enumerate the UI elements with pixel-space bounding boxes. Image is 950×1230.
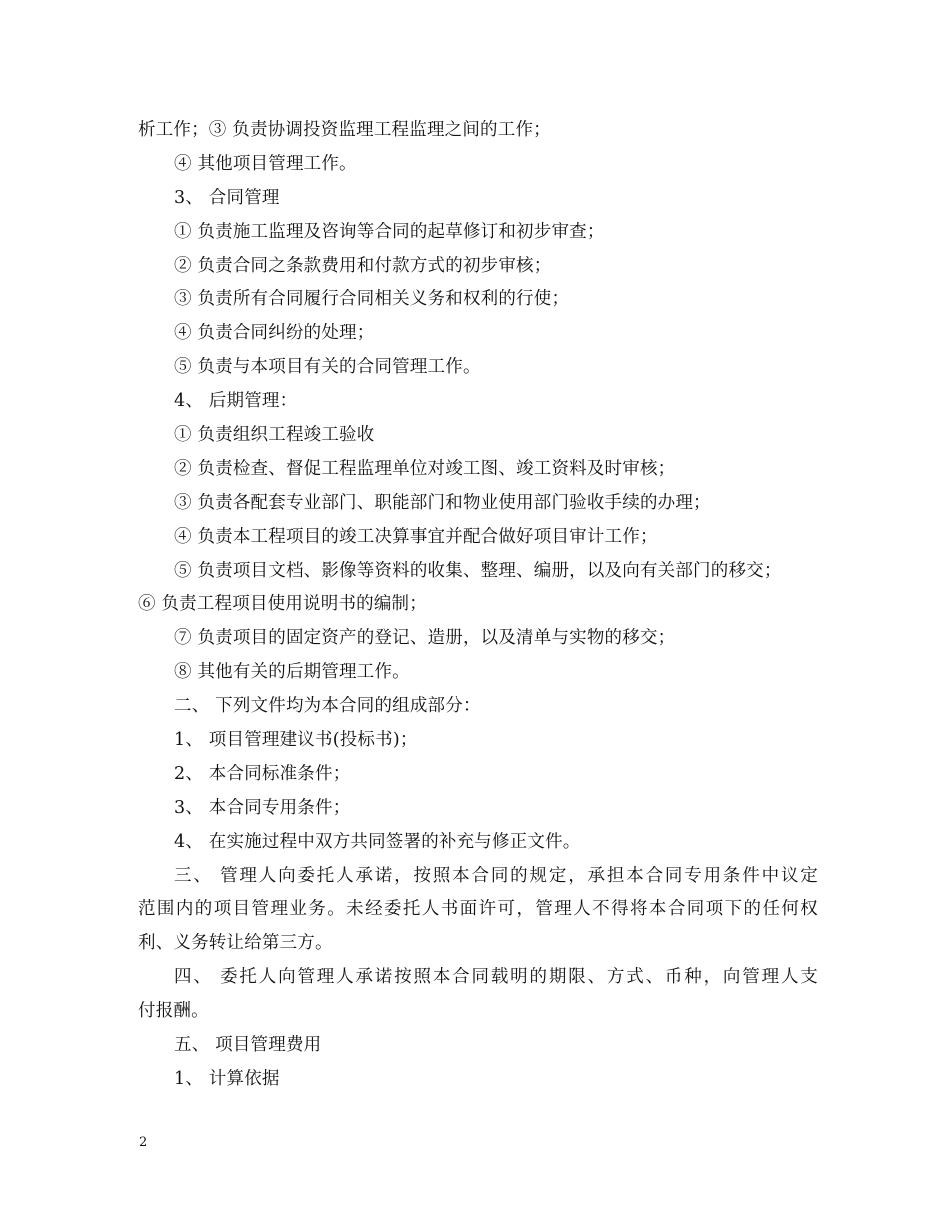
text-line: ⑤ 负责项目文档、影像等资料的收集、整理、编册，以及向有关部门的移交；: [174, 560, 782, 581]
text-line: ① 负责组织工程竣工验收: [174, 425, 375, 446]
text-line: 4、 在实施过程中双方共同签署的补充与修正文件。: [174, 831, 581, 852]
section-heading: 五、 项目管理费用: [174, 1035, 322, 1056]
text-line: 析工作；③ 负责协调投资监理工程监理之间的工作；: [138, 120, 551, 140]
section-heading: 二、 下列文件均为本合同的组成部分：: [174, 696, 481, 717]
text-line: 2、 本合同标准条件；: [174, 763, 351, 784]
page-number: 2: [139, 1135, 148, 1150]
text-line: ⑦ 负责项目的固定资产的登记、造册，以及清单与实物的移交；: [174, 628, 676, 649]
text-line: ② 负责检查、督促工程监理单位对竣工图、竣工资料及时审核；: [174, 458, 676, 479]
text-line: ⑧ 其他有关的后期管理工作。: [174, 662, 410, 683]
text-line: ② 负责合同之条款费用和付款方式的初步审核；: [174, 255, 552, 276]
text-line: ④ 负责合同纠纷的处理；: [174, 323, 375, 344]
text-line: ④ 其他项目管理工作。: [174, 153, 357, 174]
text-line: 三、 管理人向委托人承诺，按照本合同的规定，承担本合同专用条件中议定: [174, 865, 818, 886]
text-line: ③ 负责各配套专业部门、职能部门和物业使用部门验收手续的办理；: [174, 492, 711, 513]
text-line: 付报酬。: [138, 1001, 209, 1022]
section-heading: 1、 计算依据: [174, 1068, 280, 1089]
text-line: ④ 负责本工程项目的竣工决算事宜并配合做好项目审计工作；: [174, 526, 658, 547]
section-heading: 4、 后期管理：: [174, 391, 298, 412]
text-line: 利、义务转让给第三方。: [138, 933, 333, 954]
text-line: 四、 委托人向管理人承诺按照本合同载明的期限、方式、币种，向管理人支: [174, 967, 818, 988]
document-body: [138, 114, 818, 1097]
text-line: ⑤ 负责与本项目有关的合同管理工作。: [174, 357, 481, 378]
text-line: 1、 项目管理建议书(投标书)；: [174, 730, 418, 751]
text-line: ① 负责施工监理及咨询等合同的起草修订和初步审查；: [174, 221, 605, 242]
section-heading: 3、 合同管理: [174, 187, 280, 208]
text-line: ⑥ 负责工程项目使用说明书的编制；: [138, 594, 427, 615]
text-line: 3、 本合同专用条件；: [174, 797, 351, 818]
text-line: 范围内的项目管理业务。未经委托人书面许可，管理人不得将本合同项下的任何权: [138, 899, 818, 920]
text-line: ③ 负责所有合同履行合同相关义务和权利的行使；: [174, 289, 570, 310]
